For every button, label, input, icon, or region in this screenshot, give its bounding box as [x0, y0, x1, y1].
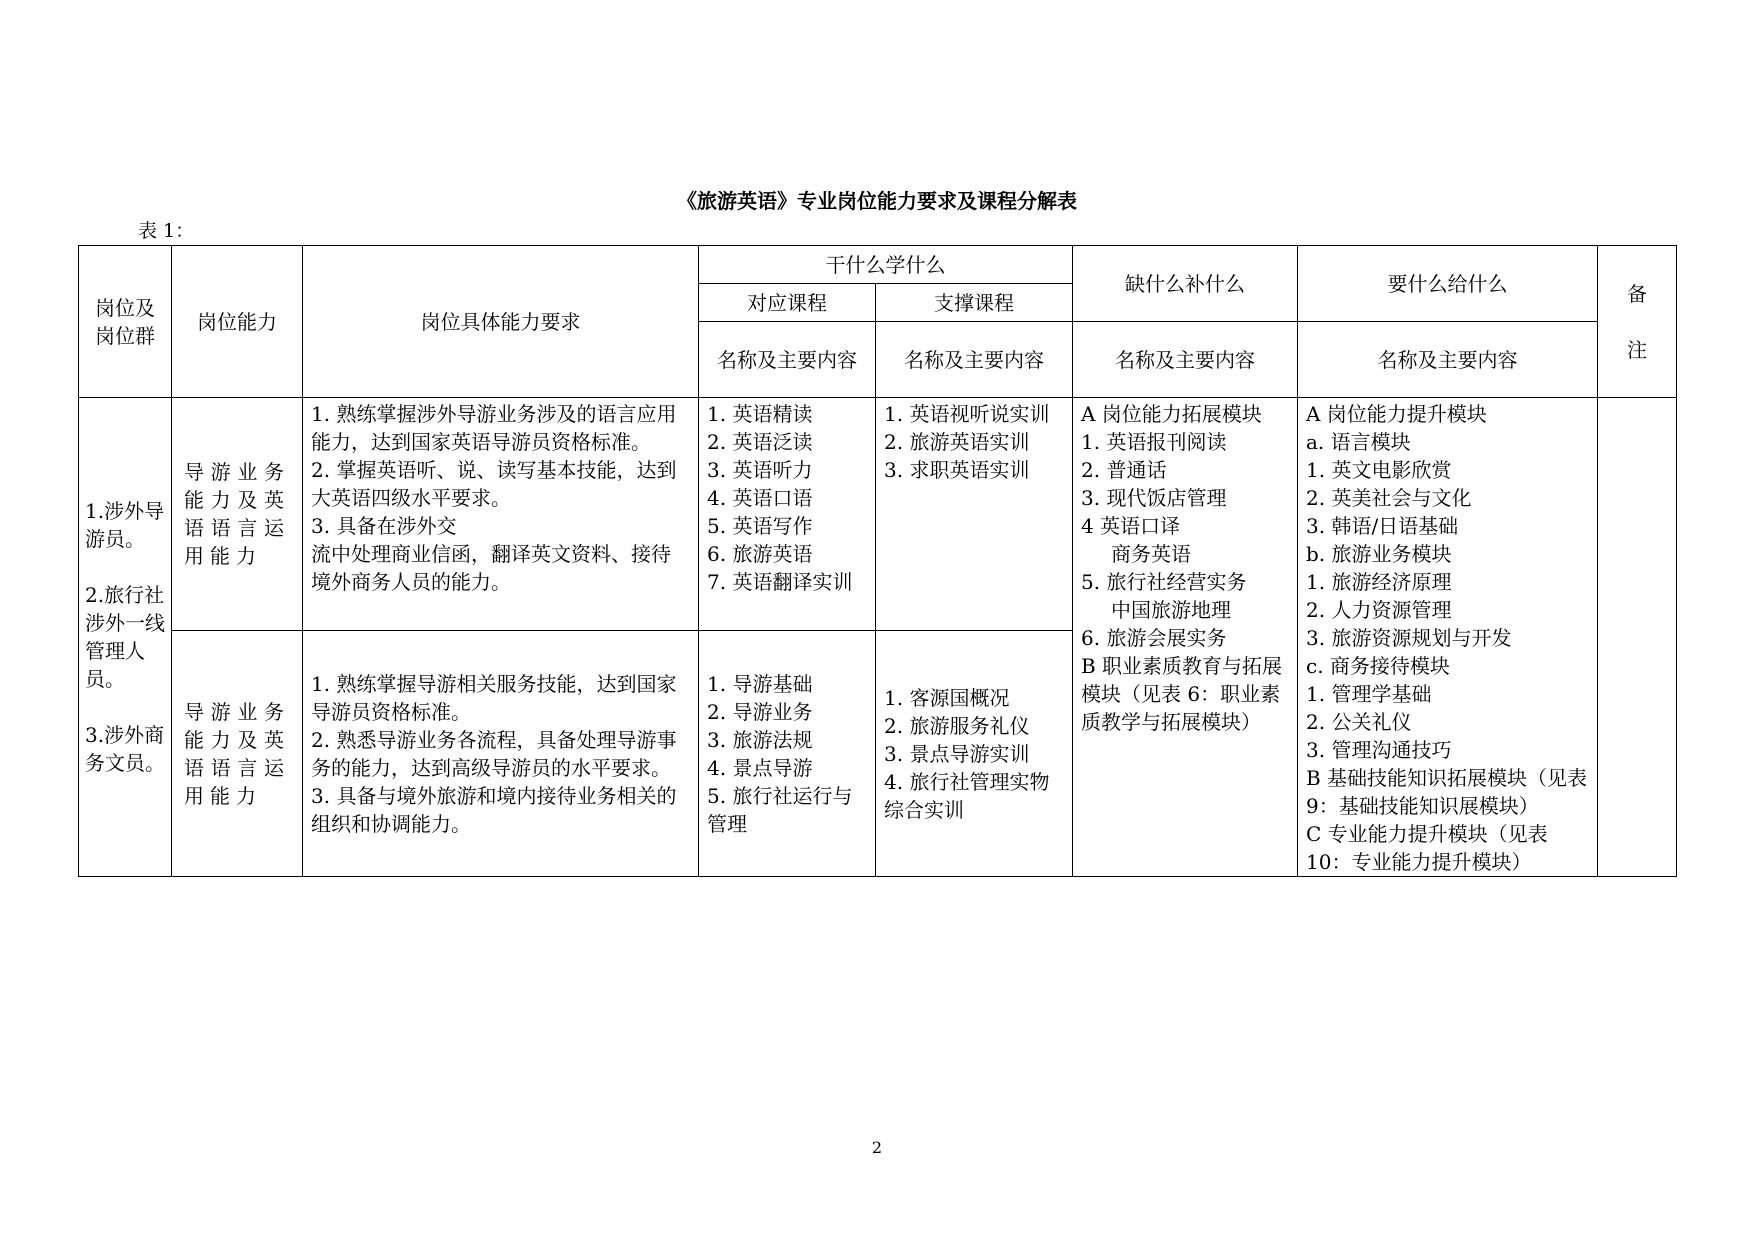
header-need-give: 要什么给什么	[1298, 246, 1598, 322]
course-item: 2. 旅游英语实训	[884, 430, 1030, 454]
module-line: 中国旅游地理	[1111, 598, 1231, 622]
course-item: 2. 导游业务	[707, 699, 813, 724]
course-item: 3. 英语听力	[707, 458, 813, 482]
module-line: 4 英语口译	[1081, 514, 1181, 538]
module-line: 6. 旅游会展实务	[1081, 626, 1227, 650]
requirements-cell	[303, 631, 699, 877]
lack-supplement-cell	[1073, 398, 1298, 877]
module-line: B 职业素质教育与拓展模块（见表 6：职业素质教学与拓展模块）	[1081, 654, 1283, 734]
remark-cell	[1598, 398, 1677, 877]
course-item: 4. 旅行社管理实物综合实训	[884, 769, 1050, 822]
header-specific-requirements: 岗位具体能力要求	[303, 246, 699, 398]
course-item: 3. 求职英语实训	[884, 458, 1030, 482]
page-number: 2	[871, 1138, 883, 1157]
post-ability-cell	[172, 398, 303, 631]
module-line: 5. 旅行社经营实务	[1081, 570, 1247, 594]
header-remark-char-1: 备	[1627, 281, 1647, 306]
supporting-courses-cell	[876, 398, 1073, 631]
header-name-content-corresponding: 名称及主要内容	[699, 322, 876, 398]
requirement-item: 流中处理商业信函，翻译英文资料、接待境外商务人员的能力。	[311, 542, 671, 594]
course-item: 1. 客源国概况	[884, 685, 1010, 710]
module-line: 3. 管理沟通技巧	[1306, 738, 1452, 762]
table-label: 表 1：	[138, 220, 195, 242]
requirements-cell	[303, 398, 699, 631]
course-item: 5. 英语写作	[707, 514, 813, 538]
requirement-item: 3. 具备与境外旅游和境内接待业务相关的组织和协调能力。	[311, 783, 677, 836]
module-line: A 岗位能力提升模块	[1306, 402, 1487, 426]
course-item: 5. 旅行社运行与管理	[707, 783, 853, 836]
course-item: 4. 景点导游	[707, 755, 813, 780]
course-item: 2. 旅游服务礼仪	[884, 713, 1030, 738]
requirement-item: 3. 具备在涉外交	[311, 514, 457, 538]
header-post-ability: 岗位能力	[172, 246, 303, 398]
header-corresponding-courses: 对应课程	[699, 284, 876, 322]
module-line: 2. 人力资源管理	[1306, 598, 1452, 622]
header-post-group: 岗位及岗位群	[79, 246, 172, 398]
corresponding-courses-cell	[699, 398, 876, 631]
module-line: 3. 旅游资源规划与开发	[1306, 626, 1512, 650]
module-line: b. 旅游业务模块	[1306, 542, 1452, 566]
module-line: 2. 公关礼仪	[1306, 710, 1412, 734]
header-remark-char-2: 注	[1627, 337, 1647, 362]
header-supporting-courses: 支撑课程	[876, 284, 1073, 322]
course-item: 2. 英语泛读	[707, 430, 813, 454]
post-ability-text: 导游业务能力及英语语言运用能力	[184, 460, 290, 569]
module-line: C 专业能力提升模块（见表 10：专业能力提升模块）	[1306, 822, 1548, 874]
module-line: 1. 英语报刊阅读	[1081, 430, 1227, 454]
course-item: 1. 英语精读	[707, 402, 813, 426]
module-line: 3. 韩语/日语基础	[1306, 514, 1459, 538]
module-line: A 岗位能力拓展模块	[1081, 402, 1262, 426]
post-group-item: 2.旅行社涉外一线管理人员。	[85, 583, 165, 691]
module-line: 3. 现代饭店管理	[1081, 486, 1227, 510]
module-line: a. 语言模块	[1306, 430, 1411, 454]
header-name-content-lack: 名称及主要内容	[1073, 322, 1298, 398]
course-item: 3. 景点导游实训	[884, 741, 1030, 766]
post-ability-text: 导游业务能力及英语语言运用能力	[184, 699, 290, 808]
module-line: 商务英语	[1111, 542, 1191, 566]
course-item: 1. 英语视听说实训	[884, 402, 1050, 426]
course-item: 3. 旅游法规	[707, 727, 813, 752]
post-ability-cell	[172, 631, 303, 877]
header-name-content-supporting: 名称及主要内容	[876, 322, 1073, 398]
module-line: 1. 英文电影欣赏	[1306, 458, 1452, 482]
module-line: 1. 旅游经济原理	[1306, 570, 1452, 594]
course-item: 6. 旅游英语	[707, 542, 813, 566]
header-remark	[1598, 246, 1677, 398]
requirement-item: 1. 熟练掌握涉外导游业务涉及的语言应用能力，达到国家英语导游员资格标准。	[311, 402, 677, 454]
module-line: 2. 英美社会与文化	[1306, 486, 1472, 510]
requirement-item: 2. 熟悉导游业务各流程，具备处理导游事务的能力，达到高级导游员的水平要求。	[311, 727, 677, 780]
module-line: B 基础技能知识拓展模块（见表 9：基础技能知识展模块）	[1306, 766, 1588, 818]
requirement-item: 1. 熟练掌握导游相关服务技能，达到国家导游员资格标准。	[311, 671, 677, 724]
course-decomposition-table	[78, 245, 1677, 877]
corresponding-courses-cell	[699, 631, 876, 877]
header-lack-supplement: 缺什么补什么	[1073, 246, 1298, 322]
header-name-content-need: 名称及主要内容	[1298, 322, 1598, 398]
course-item: 7. 英语翻译实训	[707, 570, 853, 594]
need-give-cell	[1298, 398, 1598, 877]
module-line: c. 商务接待模块	[1306, 654, 1450, 678]
post-group-item: 1.涉外导游员。	[85, 499, 165, 551]
course-item: 4. 英语口语	[707, 486, 813, 510]
header-do-learn: 干什么学什么	[699, 246, 1073, 284]
course-item: 1. 导游基础	[707, 671, 813, 696]
post-group-item: 3.涉外商务文员。	[85, 723, 165, 775]
document-title: 《旅游英语》专业岗位能力要求及课程分解表	[677, 189, 1077, 213]
requirement-item: 2. 掌握英语听、说、读写基本技能，达到大英语四级水平要求。	[311, 458, 677, 510]
module-line: 1. 管理学基础	[1306, 682, 1432, 706]
module-line: 2. 普通话	[1081, 458, 1167, 482]
post-group-cell	[79, 398, 172, 877]
supporting-courses-cell	[876, 631, 1073, 877]
